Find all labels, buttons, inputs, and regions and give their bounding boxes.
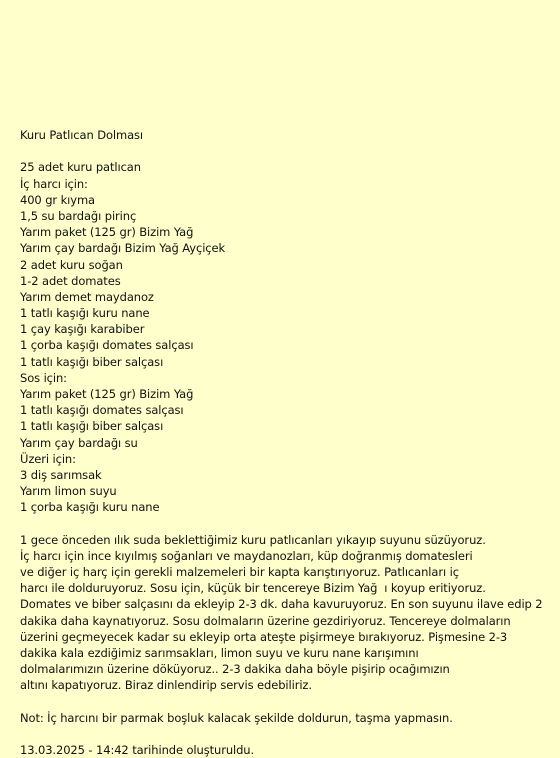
ingredient-line: Yarım paket (125 gr) Bizim Yağ: [20, 387, 194, 401]
instruction-line: 1 gece önceden ılık suda beklettiğimiz kuru patlıcanları yıkayıp suyunu süzüyoruz.: [20, 532, 486, 547]
instruction-line: harcı ile dolduruyoruz. Sosu için, küçük bir tencereye Bizim Yağı koyup eritiyoruz.: [20, 581, 486, 596]
ingredient-line: 25 adet kuru patlıcan: [20, 160, 141, 175]
section-heading-uzeri: Üzeri için:: [20, 451, 76, 466]
instruction-line: üzerini geçmeyecek kadar su ekleyip orta ateşte pişirmeye bırakıyoruz. Pişmesine 2-3: [20, 629, 508, 644]
ingredient-line: 2 adet kuru soğan: [20, 257, 123, 272]
instruction-line: ve diğer iç harç için gerekli malzemeleri bir kapta karıştırıyoruz. Patlıcanları iç: [20, 565, 459, 580]
instruction-line: Domates ve biber salçasını da ekleyip 2-3 dk. daha kavuruyoruz. En son suyunu ilave edip 2: [20, 597, 543, 612]
ingredient-line: 1 çorba kaşığı domates salçası: [20, 338, 194, 353]
ingredient-line: 3 diş sarımsak: [20, 467, 102, 482]
ingredient-line: Yarım çay bardağı Bizim Yağ Ayçiçek: [20, 241, 226, 256]
ingredient-line: 1 tatlı kaşığı biber salçası: [20, 354, 164, 369]
ingredients-list: [20, 159, 556, 515]
instruction-line: dakika kala ezdiğimiz sarımsakları, limon suyu ve kuru nane karışımını: [20, 646, 419, 660]
spacer: [20, 694, 556, 710]
spacer: [20, 726, 556, 742]
recipe-note: Not: İç harcını bir parmak boşluk kalacak şekilde doldurun, taşma yapmasın.: [20, 710, 453, 725]
instruction-line: dakika daha kaynatıyoruz. Sosu dolmaların üzerine gezdiriyoruz. Tencereye dolmaların: [20, 613, 511, 628]
spacer: [20, 143, 556, 159]
ingredient-line: 1 tatlı kaşığı biber salçası: [20, 419, 164, 434]
recipe-document: [20, 127, 556, 758]
ingredient-line: Yarım çay bardağı su: [20, 435, 138, 450]
ingredient-line: Yarım demet maydanoz: [20, 289, 154, 304]
ingredient-line: 1 tatlı kaşığı domates salçası: [20, 403, 184, 418]
ingredient-line: 1 çay kaşığı karabiber: [20, 322, 145, 337]
ingredient-line: Yarım limon suyu: [20, 484, 117, 499]
instruction-line: dolmalarımızın üzerine döküyoruz.. 2-3 dakika daha böyle pişirip ocağımızın: [20, 662, 450, 677]
instruction-line: altını kapatıyoruz. Biraz dinlendirip servis edebiliriz.: [20, 678, 312, 693]
instruction-line: İç harcı için ince kıyılmış soğanları ve maydanozları, küp doğranmış domatesleri: [20, 548, 473, 563]
ingredient-line: 1-2 adet domates: [20, 273, 121, 288]
section-heading-sos: Sos için:: [20, 370, 67, 385]
ingredient-line: 1 çorba kaşığı kuru nane: [20, 500, 160, 515]
ingredient-line: 1 tatlı kaşığı kuru nane: [20, 306, 150, 321]
ingredient-line: Yarım paket (125 gr) Bizim Yağ: [20, 225, 194, 240]
ingredient-line: 400 gr kıyma: [20, 192, 95, 207]
spacer: [20, 516, 556, 532]
section-heading-ic-harci: İç harcı için:: [20, 176, 88, 191]
ingredient-line: 1,5 su bardağı pirinç: [20, 208, 137, 223]
recipe-title: Kuru Patlıcan Dolması: [20, 128, 144, 142]
instructions-paragraph: [20, 532, 556, 694]
created-timestamp: 13.03.2025 - 14:42 tarihinde oluşturuldu.: [20, 743, 255, 758]
